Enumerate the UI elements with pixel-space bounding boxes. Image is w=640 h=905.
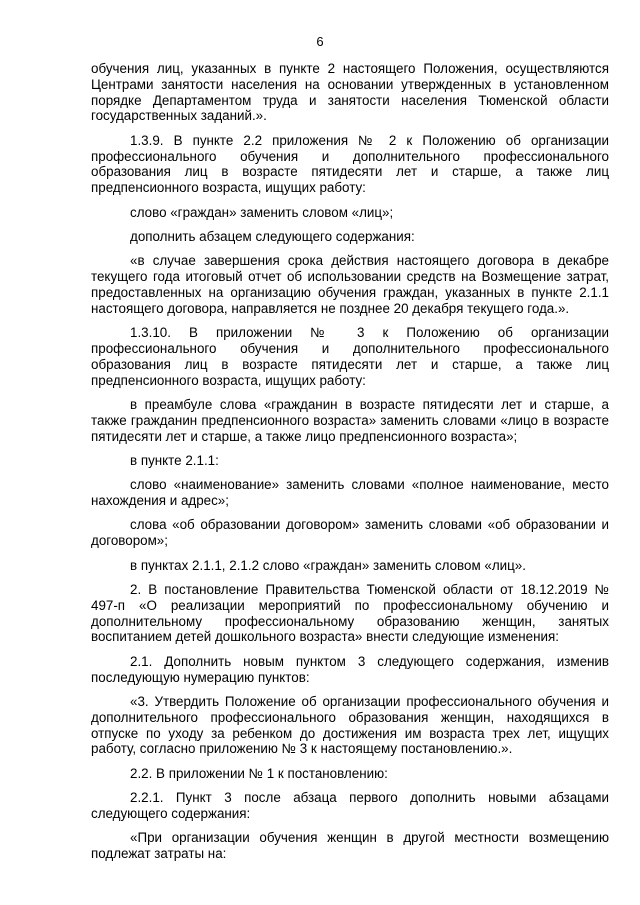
paragraph: 2.1. Дополнить новым пунктом 3 следующего содержания, изменив последующую нумерацию пунктов:	[91, 653, 609, 685]
page-number: 6	[316, 34, 324, 49]
paragraph: слова «об образовании договором» заменить словами «об образовании и договором»;	[91, 517, 609, 549]
paragraph: 1.3.9. В пункте 2.2 приложения № 2 к Положению об организации профессионального обучения и дополнительного профессионального образования лиц в возрасте пятидесяти лет и старше, а также лиц предпенсионного возраста, ищущих работу:	[91, 132, 609, 196]
paragraph: слово «наименование» заменить словами «полное наименование, место нахождения и адрес»;	[91, 477, 609, 509]
document-body	[91, 61, 609, 871]
paragraph: в преамбуле слова «гражданин в возрасте пятидесяти лет и старше, а также гражданин предпенсионного возраста» заменить словами «лицо в возрасте пятидесяти лет и старше, а также лицо предпенсионного возраста»;	[91, 396, 609, 444]
paragraph: 2.2.1. Пункт 3 после абзаца первого дополнить новыми абзацами следующего содержания:	[91, 790, 609, 821]
paragraph: дополнить абзацем следующего содержания:	[130, 228, 415, 244]
paragraph: «При организации обучения женщин в другой местности возмещению подлежат затраты на:	[91, 830, 609, 862]
paragraph: 2. В постановление Правительства Тюменской области от 18.12.2019 № 497-п «О реализации мероприятий по профессиональному обучению и дополнительному профессиональному образованию женщин, занятых воспитанием детей дошкольного возраста» внести следующие изменения:	[91, 582, 609, 645]
paragraph: обучения лиц, указанных в пункте 2 настоящего Положения, осуществляются Центрами занятости населения на основании утвержденных в установленном порядке Департаментом труда и занятости населения Тюменской области государственных заданий.».	[91, 61, 609, 124]
paragraph: в пункте 2.1.1:	[130, 452, 219, 468]
paragraph: 2.2. В приложении № 1 к постановлению:	[130, 765, 388, 781]
paragraph: 1.3.10. В приложении № 3 к Положению об организации профессионального обучения и дополнительного профессионального образования лиц в возрасте пятидесяти лет и старше, а также лиц предпенсионного возраста, ищущих работу:	[91, 325, 609, 388]
paragraph: в пунктах 2.1.1, 2.1.2 слово «граждан» заменить словом «лиц».	[130, 557, 526, 573]
paragraph: «в случае завершения срока действия настоящего договора в декабре текущего года итоговый отчет об использовании средств на Возмещение затрат, предоставленных на организацию обучения граждан, указанных в пункте 2.1.1 настоящего договора, направляется не позднее 20 декабря текущего года.».	[91, 253, 609, 316]
paragraph: слово «граждан» заменить словом «лиц»;	[130, 204, 394, 220]
paragraph: «3. Утвердить Положение об организации профессионального обучения и дополнительного профессионального образования женщин, находящихся в отпуске по уходу за ребенком до достижения им возраста трех лет, ищущих работу, согласно приложению № 3 к настоящему постановлению.».	[91, 694, 609, 757]
